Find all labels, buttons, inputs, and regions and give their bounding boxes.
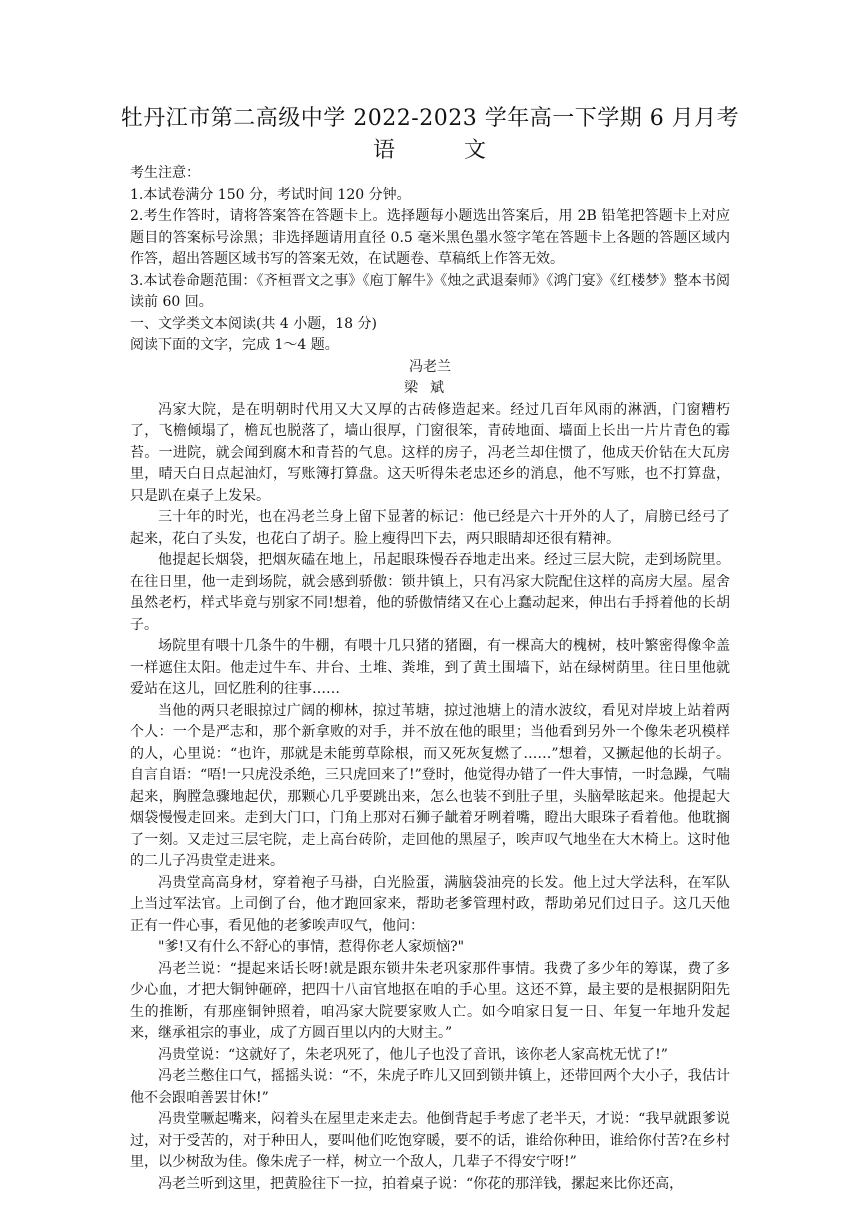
article-paragraph: 冯老兰说：“提起来话长呀!就是跟东锁井朱老巩家那件事情。我费了多少年的筹谋，费了多少心血，才把大铜钟砸碎，把四十八亩官地抠在咱的手心里。这还不算，最主要的是根据阴阳先生的推断，有那座铜钟照着，咱冯家大院要家败人亡。如今咱家日复一日、年复一年地升发起来，继承祖宗的事业，成了方圆百里以内的大财主。”: [130, 960, 730, 1041]
exam-body: [130, 163, 730, 1195]
article-paragraph: 冯贵堂高高身材，穿着袍子马褂，白光脸蛋，满脑袋油亮的长发。他上过大学法科，在军队上当过军法官。上司倒了台，他才跑回家来，帮助老爹管理村政，帮助弟兄们过日子。这几天他正有一件心事，看见他的老爹唉声叹气，他问：: [130, 874, 730, 934]
notice-item: 3.本试卷命题范围：《齐桓晋文之事》《庖丁解牛》《烛之武退秦师》《鸿门宴》《红楼梦》整本书阅读前 60 回。: [130, 272, 730, 310]
article-paragraph: 冯老兰听到这里，把黄脸往下一拉，拍着桌子说：“你花的那洋钱，摞起来比你还高，: [158, 1175, 684, 1192]
article-paragraph: 冯老兰憋住口气，摇摇头说：“不，朱虎子昨儿又回到锁井镇上，还带回两个大小子，我估计他不会跟咱善罢甘休!”: [130, 1068, 730, 1106]
article-paragraph: 冯贵堂噘起嘴来，闷着头在屋里走来走去。他倒背起手考虑了老半天，才说：“我早就跟爹说过，对于受苦的，对于种田人，要叫他们吃饱穿暖，要不的话，谁给你种田，谁给你付苦?在乡村里，以少树敌为佳。像朱虎子一样，树立一个敌人，几辈子不得安宁呀!”: [130, 1111, 730, 1170]
article-paragraph: 他提起长烟袋，把烟灰磕在地上，吊起眼珠慢吞吞地走出来。经过三层大院，走到场院里。在往日里，他一走到场院，就会感到骄傲：锁井镇上，只有冯家大院配住这样的高房大屋。屋舍虽然老朽，样式毕竟与别家不同!想着，他的骄傲情绪又在心上蠢动起来，伸出右手捋着他的长胡子。: [130, 552, 730, 633]
section-heading: 一、文学类文本阅读(共 4 小题，18 分): [130, 315, 377, 332]
article-paragraph: 三十年的时光，也在冯老兰身上留下显著的标记：他已经是六十开外的人了，肩膀已经弓了起来，花白了头发，也花白了胡子。脸上瘦得凹下去，两只眼睛却还很有精神。: [130, 509, 730, 547]
article-title: 冯老兰: [409, 358, 451, 375]
notice-heading: 考生注意：: [130, 165, 200, 181]
article-author: 梁斌: [404, 380, 456, 396]
subject-title: 语 文: [373, 138, 487, 163]
section-instruction: 阅读下面的文字，完成 1～4 题。: [130, 337, 339, 353]
exam-title: 牡丹江市第二高级中学 2022-2023 学年高一下学期 6 月月考: [120, 106, 740, 131]
article-paragraph: 当他的两只老眼掠过广阔的柳林，掠过苇塘，掠过池塘上的清水波纹，看见对岸坡上站着两个人：一个是严志和，那个新拿败的对手，并不放在他的眼里；当他看到另外一个像朱老巩模样的人，心里说：“也许，那就是未能剪草除根，而又死灰复燃了……”想着，又撅起他的长胡子。自言自语：“唔!一只虎没杀绝，三只虎回来了!”登时，他觉得办错了一件大事情，一时急躁，气喘起来，胸膛急骤地起伏，那颗心几乎要跳出来，怎么也装不到肚子里，头脑晕眩起来。他提起大烟袋慢慢走回来。走到大门口，门角上那对石狮子龇着牙咧着嘴，瞪出大眼珠子看着他。他耽搁了一刻。又走过三层宅院，走上高台砖阶，走回他的黑屋子，唉声叹气地坐在大木椅上。这时他的二儿子冯贵堂走进来。: [130, 702, 730, 869]
article-paragraph: 冯贵堂说：“这就好了，朱老巩死了，他儿子也没了音讯，该你老人家高枕无忧了!”: [158, 1046, 668, 1063]
article-paragraph: 场院里有喂十几条牛的牛棚，有喂十几只猪的猪圈，有一棵高大的槐树，枝叶繁密得像伞盖一样遮住太阳。他走过牛车、井台、土堆、粪堆，到了黄土围墙下，站在绿树荫里。往日里他就爱站在这儿，回忆胜利的往事……: [130, 638, 730, 697]
article-paragraph: "爹!又有什么不舒心的事情，惹得你老人家烦恼?": [158, 939, 465, 955]
notice-item: 1.本试卷满分 150 分，考试时间 120 分钟。: [130, 186, 411, 203]
article-paragraph: 冯家大院，是在明朝时代用又大又厚的古砖修造起来。经过几百年风雨的淋洒，门窗糟朽了，飞檐倾塌了，檐瓦也脱落了，墙山很厚，门窗很笨，青砖地面、墙面上长出一片片青色的霉苔。一进院，就会闻到腐木和青苔的气息。这样的房子，冯老兰却住惯了，他成天价钻在大瓦房里，晴天白日点起油灯，写账簿打算盘。这天听得朱老忠还乡的消息，他不写账，也不打算盘，只是趴在桌子上发呆。: [130, 401, 730, 504]
notice-item: 2.考生作答时，请将答案答在答题卡上。选择题每小题选出答案后，用 2B 铅笔把答题卡上对应题目的答案标号涂黑；非选择题请用直径 0.5 毫米黑色墨水签字笔在答题卡上各题的答题区域内作答，超出答题区域书写的答案无效，在试题卷、草稿纸上作答无效。: [130, 208, 730, 267]
